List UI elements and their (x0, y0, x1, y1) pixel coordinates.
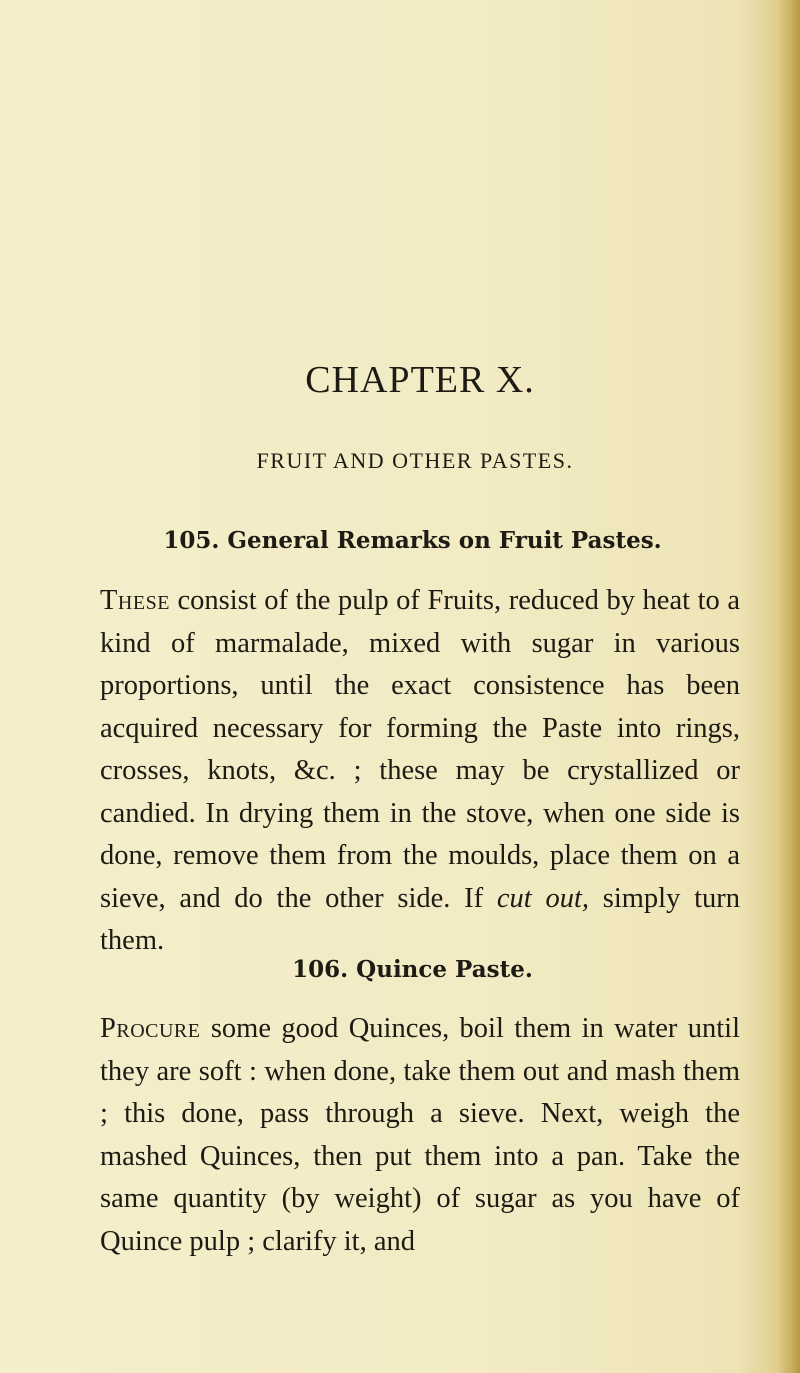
italic-phrase: cut out, (496, 882, 589, 914)
paragraph-general-remarks (100, 580, 740, 963)
lead-word: These (100, 585, 170, 616)
page-edge-shadow (778, 0, 800, 1373)
paragraph-text-end: simply turn them. (100, 882, 740, 956)
section-heading-105: 105. General Remarks on Fruit Pastes. (163, 527, 662, 554)
paragraph-text: consist of the pulp of Fruits, reduced by heat to a kind of marmalade, mixed with sugar in various proportions, until the exact consistence has been acquired necessary for forming the Paste into rings, crosses, knots, &c. ; these may be crystallized or candied. In drying them in the stove, when one side is done, remove them from the moulds, place them on a sieve, and do the other side. If (100, 585, 740, 914)
lead-word: Procure (100, 1013, 201, 1044)
chapter-subtitle: FRUIT AND OTHER PASTES. (256, 448, 574, 473)
paragraph-quince-paste (100, 1008, 740, 1263)
chapter-title: CHAPTER X. (305, 359, 535, 401)
paragraph-text: some good Quinces, boil them in water until they are soft : when done, take them out and mash them ; this done, pass through a sieve. Next, weigh the mashed Quinces, then put them into a pan. Take the same quantity (by weight) of sugar as you have of Quince pulp ; clarify it, and (100, 1013, 740, 1257)
section-heading-106: 106. Quince Paste. (292, 956, 533, 983)
